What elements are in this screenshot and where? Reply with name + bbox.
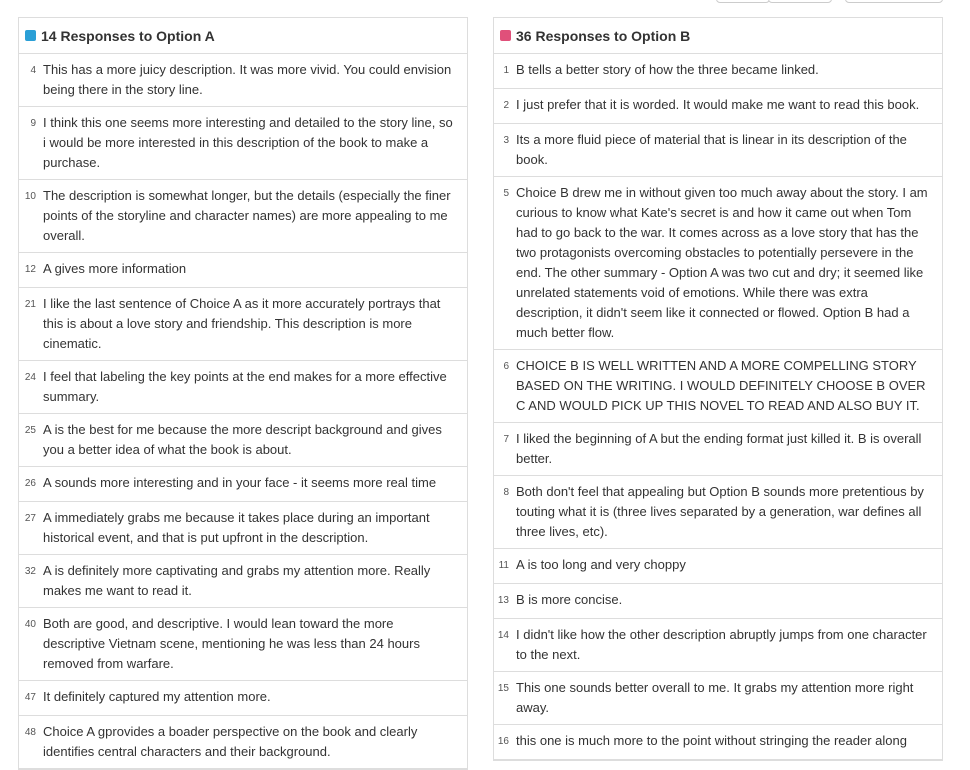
response-row bbox=[19, 414, 467, 467]
response-row bbox=[494, 54, 942, 89]
response-row bbox=[19, 180, 467, 253]
response-text: Choice A gprovides a boader perspective on the book and clearly identifies central characters and their background. bbox=[43, 724, 418, 759]
response-number: 14 bbox=[497, 630, 509, 641]
response-text: A is definitely more captivating and grabs my attention more. Really makes me want to read it. bbox=[43, 563, 431, 598]
option-a-color-swatch bbox=[25, 30, 36, 41]
response-number: 11 bbox=[498, 560, 509, 571]
response-number: 7 bbox=[503, 434, 509, 445]
response-text: Choice B drew me in without given too much away about the story. I am curious to know what Kate's secret is and how it came out when Tom had to go back to the war. It comes across as a love story that has the two protagonists overcoming obstacles to potentially persevere in the end. The other summary - Option A was two cut and dry; it seemed like unrelated statements void of emotions. While there was extra description, it didn't seem like it connected or flowed. Option B had a much better flow. bbox=[516, 185, 928, 340]
response-text: This has a more juicy description. It was more vivid. You could envision being there in the story line. bbox=[43, 62, 452, 97]
response-row bbox=[19, 288, 467, 361]
response-text: B tells a better story of how the three became linked. bbox=[516, 62, 819, 77]
response-row bbox=[19, 716, 467, 769]
response-text: I just prefer that it is worded. It would make me want to read this book. bbox=[516, 97, 920, 112]
response-text: Its a more fluid piece of material that is linear in its description of the book. bbox=[516, 132, 907, 167]
response-row bbox=[19, 361, 467, 414]
response-text: A sounds more interesting and in your face - it seems more real time bbox=[43, 475, 437, 490]
response-text: It definitely captured my attention more. bbox=[43, 689, 271, 704]
response-row bbox=[19, 555, 467, 608]
response-row bbox=[494, 124, 942, 177]
response-number: 24 bbox=[24, 372, 36, 383]
option-a-panel bbox=[18, 17, 468, 770]
response-number: 10 bbox=[24, 191, 36, 202]
response-number: 5 bbox=[503, 188, 509, 199]
response-text: I feel that labeling the key points at the end makes for a more effective summary. bbox=[43, 369, 447, 404]
response-text: A gives more information bbox=[43, 261, 187, 276]
response-row bbox=[19, 253, 467, 288]
option-a-response-list bbox=[19, 54, 467, 769]
response-row bbox=[494, 350, 942, 423]
response-number: 47 bbox=[24, 692, 36, 703]
response-number: 48 bbox=[24, 727, 36, 738]
response-number: 9 bbox=[30, 118, 36, 129]
response-number: 25 bbox=[24, 425, 36, 436]
option-a-header bbox=[19, 18, 467, 54]
response-text: The description is somewhat longer, but the details (especially the finer points of the storyline and character names) are more appealing to me overall. bbox=[43, 188, 451, 243]
response-number: 32 bbox=[24, 566, 36, 577]
response-text: CHOICE B IS WELL WRITTEN AND A MORE COMPELLING STORY BASED ON THE WRITING. I WOULD DEFINITELY CHOOSE B OVER C AND WOULD PICK UP THIS NOVEL TO READ AND ALSO BUY IT. bbox=[516, 358, 926, 413]
response-row bbox=[19, 467, 467, 502]
toolbar-button-middle[interactable] bbox=[768, 0, 832, 3]
response-text: A is the best for me because the more descript background and gives you a better idea of what the book is about. bbox=[43, 422, 442, 457]
response-number: 2 bbox=[503, 100, 509, 111]
response-number: 26 bbox=[24, 478, 36, 489]
option-b-panel bbox=[493, 17, 943, 761]
response-text: I didn't like how the other description abruptly jumps from one character to the next. bbox=[516, 627, 927, 662]
response-text: Both are good, and descriptive. I would lean toward the more descriptive Vietnam scene, mentioning he was less than 24 hours removed from warfare. bbox=[43, 616, 420, 671]
response-row bbox=[494, 672, 942, 725]
response-number: 13 bbox=[497, 595, 509, 606]
response-text: B is more concise. bbox=[516, 592, 623, 607]
response-row bbox=[494, 619, 942, 672]
response-number: 3 bbox=[503, 135, 509, 146]
response-row bbox=[494, 476, 942, 549]
response-text: I like the last sentence of Choice A as it more accurately portrays that this is about a love story and friendship. This description is more cinematic. bbox=[43, 296, 441, 351]
response-row bbox=[494, 177, 942, 350]
option-b-title: 36 Responses to Option B bbox=[516, 27, 691, 44]
top-toolbar-edge bbox=[0, 0, 970, 6]
response-row bbox=[494, 584, 942, 619]
response-row bbox=[19, 107, 467, 180]
response-text: I liked the beginning of A but the ending format just killed it. B is overall better. bbox=[516, 431, 922, 466]
option-a-title: 14 Responses to Option A bbox=[41, 27, 215, 44]
response-row bbox=[494, 423, 942, 476]
option-b-response-list bbox=[494, 54, 942, 760]
option-b-header bbox=[494, 18, 942, 54]
response-text: Both don't feel that appealing but Option B sounds more pretentious by touting what it is (three lives separated by a generation, war defines all three lives, etc). bbox=[516, 484, 924, 539]
response-row bbox=[19, 502, 467, 555]
response-text: A is too long and very choppy bbox=[516, 557, 686, 572]
response-number: 21 bbox=[24, 299, 36, 310]
response-text: This one sounds better overall to me. It grabs my attention more right away. bbox=[516, 680, 914, 715]
toolbar-button-left[interactable] bbox=[716, 0, 770, 3]
response-number: 16 bbox=[497, 736, 509, 747]
response-number: 40 bbox=[24, 619, 36, 630]
option-b-color-swatch bbox=[500, 30, 511, 41]
response-row bbox=[494, 549, 942, 584]
response-text: I think this one seems more interesting and detailed to the story line, so i would be more interested in this description of the book to make a purchase. bbox=[43, 115, 453, 170]
response-number: 6 bbox=[503, 361, 509, 372]
response-text: this one is much more to the point without stringing the reader along bbox=[516, 733, 907, 748]
response-row bbox=[19, 681, 467, 716]
response-row bbox=[19, 608, 467, 681]
response-text: A immediately grabs me because it takes place during an important historical event, and that is put upfront in the description. bbox=[43, 510, 430, 545]
response-number: 4 bbox=[30, 65, 36, 76]
response-row bbox=[19, 54, 467, 107]
response-number: 8 bbox=[503, 487, 509, 498]
response-number: 1 bbox=[503, 65, 509, 76]
response-row bbox=[494, 89, 942, 124]
response-number: 12 bbox=[24, 264, 36, 275]
toolbar-button-right[interactable] bbox=[845, 0, 943, 3]
response-row bbox=[494, 725, 942, 760]
response-number: 15 bbox=[497, 683, 509, 694]
response-number: 27 bbox=[24, 513, 36, 524]
